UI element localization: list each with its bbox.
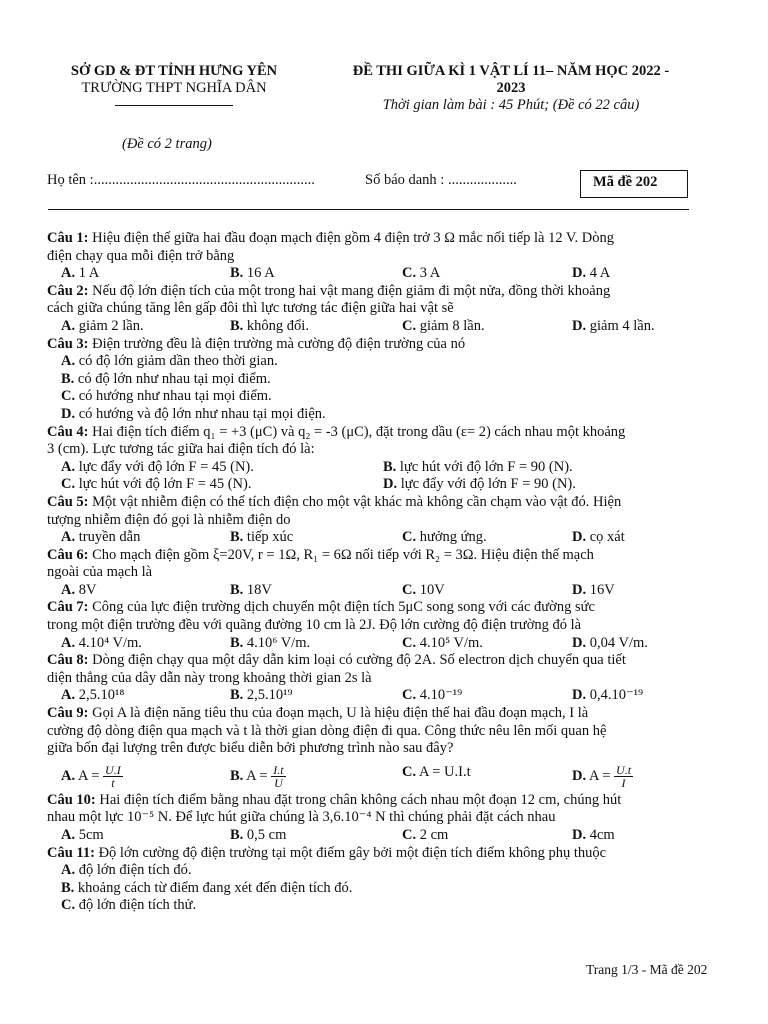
option-letter: A. bbox=[61, 265, 76, 282]
question-text bbox=[47, 248, 695, 266]
question-text bbox=[47, 705, 695, 723]
question-text bbox=[47, 441, 695, 459]
option-letter: C. bbox=[402, 827, 417, 843]
option-letter: D. bbox=[572, 317, 587, 334]
option-text: có độ lớn giảm dần theo thời gian. bbox=[78, 353, 278, 370]
question-line: Công của lực điện trường dịch chuyển một điện tích 5μC song song với các đường sức bbox=[92, 599, 595, 616]
option bbox=[572, 318, 655, 336]
option-letter: C. bbox=[402, 529, 417, 546]
option-letter: D. bbox=[61, 405, 76, 422]
question-number: Câu 10: bbox=[47, 791, 96, 808]
formula-fraction bbox=[271, 764, 285, 789]
fraction-numerator: U.I bbox=[105, 762, 121, 777]
question-number: Câu 6: bbox=[47, 546, 89, 563]
option-letter: C. bbox=[402, 265, 417, 282]
options-row bbox=[47, 459, 695, 477]
option-letter: B. bbox=[230, 634, 244, 651]
exam-code-box: Mã đề 202 bbox=[580, 170, 688, 198]
option bbox=[230, 827, 286, 845]
question-line: 3 (cm). Lực tương tác giữa hai điện tích đó là: bbox=[47, 441, 315, 458]
option-letter: B. bbox=[230, 767, 244, 784]
fraction-denominator: t bbox=[111, 775, 115, 790]
option bbox=[61, 318, 144, 336]
option-text: giảm 2 lần. bbox=[78, 317, 144, 334]
fraction-denominator: I bbox=[621, 775, 626, 790]
option-text: lực đẩy với độ lớn F = 90 (N). bbox=[400, 476, 576, 493]
option-letter: A. bbox=[61, 581, 76, 598]
option-text: 1 A bbox=[78, 265, 100, 282]
option-letter: A. bbox=[61, 827, 76, 843]
question-line: tượng nhiễm điện đó gọi là nhiễm điện do bbox=[47, 511, 291, 528]
option bbox=[572, 529, 625, 547]
option-text: 5cm bbox=[78, 827, 104, 843]
question-number: Câu 2: bbox=[47, 282, 89, 299]
question-line: nhau một lực 10⁻⁵ N. Để lực hút giữa chúng là 3,6.10⁻⁴ N thì chúng phải đặt cách nhau bbox=[47, 809, 556, 826]
option-letter: B. bbox=[230, 317, 244, 334]
option-text: A = U.I.t bbox=[418, 763, 471, 780]
question-text bbox=[47, 599, 695, 617]
option bbox=[402, 635, 483, 653]
option-letter: B. bbox=[230, 265, 244, 282]
question-line: Cho mạch điện gồm ξ=20V, r = 1Ω, R₁ = 6Ω nối tiếp với R₂ = 3Ω. Hiệu điện thế mạch bbox=[92, 546, 594, 563]
question-text bbox=[47, 230, 695, 248]
option bbox=[47, 880, 695, 898]
option bbox=[383, 476, 576, 494]
fraction-denominator: U bbox=[274, 775, 283, 790]
option bbox=[402, 827, 448, 845]
option bbox=[61, 459, 254, 477]
option-letter: C. bbox=[61, 388, 76, 405]
exam-title: ĐỀ THI GIỮA KÌ 1 VẬT LÍ 11– NĂM HỌC 2022 - bbox=[352, 63, 670, 79]
question-text bbox=[47, 336, 695, 354]
option-text: có hướng và độ lớn như nhau tại mọi điện. bbox=[78, 405, 326, 422]
option-text: giảm 4 lần. bbox=[589, 317, 655, 334]
option-letter: B. bbox=[61, 879, 75, 896]
option bbox=[230, 764, 286, 789]
option bbox=[230, 687, 293, 705]
option-letter: D. bbox=[572, 581, 587, 598]
options-row bbox=[47, 529, 695, 547]
option bbox=[402, 687, 462, 705]
question-text bbox=[47, 494, 695, 512]
question-text bbox=[47, 723, 695, 741]
question-line: Một vật nhiễm điện có thể tích điện cho một vật khác mà không cần chạm vào vật đó. Hiện bbox=[92, 493, 622, 510]
question-number: Câu 4: bbox=[47, 423, 89, 440]
question-text bbox=[47, 740, 695, 758]
option-letter: A. bbox=[61, 353, 76, 370]
option-letter: C. bbox=[402, 687, 417, 704]
question-line: cách giữa chúng tăng lên gấp đôi thì lực tương tác điện giữa hai vật sẽ bbox=[47, 300, 454, 317]
option bbox=[230, 529, 293, 547]
option-letter: A. bbox=[61, 687, 76, 704]
question-text bbox=[47, 512, 695, 530]
options-row bbox=[47, 758, 695, 792]
option-letter: A. bbox=[61, 767, 76, 784]
option-text: 4.10⁴ V/m. bbox=[78, 634, 142, 651]
option-letter: B. bbox=[230, 687, 244, 704]
option-text: lực hút với độ lớn F = 45 (N). bbox=[78, 476, 252, 493]
option-text: 10V bbox=[419, 581, 445, 598]
option-text: hưởng ứng. bbox=[419, 529, 487, 546]
option bbox=[61, 827, 104, 845]
option-letter: D. bbox=[572, 529, 587, 546]
option bbox=[61, 476, 251, 494]
question-line: diện thẳng của dây dẫn này trong khoảng thời gian 2s là bbox=[47, 669, 372, 686]
school-name: TRƯỜNG THPT NGHĨA DÂN bbox=[81, 80, 267, 96]
question-text bbox=[47, 652, 695, 670]
option-text: lực đẩy với độ lớn F = 45 (N). bbox=[78, 458, 254, 475]
option-text: cọ xát bbox=[589, 529, 625, 546]
option bbox=[383, 459, 573, 477]
option bbox=[47, 353, 695, 371]
option bbox=[402, 265, 440, 283]
question-number: Câu 5: bbox=[47, 493, 89, 510]
option-letter: D. bbox=[572, 827, 587, 843]
option bbox=[61, 529, 140, 547]
option-text: 4 A bbox=[589, 265, 611, 282]
question-text bbox=[47, 617, 695, 635]
option-letter: A. bbox=[61, 529, 76, 546]
option-text: tiếp xúc bbox=[246, 529, 294, 546]
option-letter: B. bbox=[230, 581, 244, 598]
option-text: có độ lớn như nhau tại mọi điểm. bbox=[77, 370, 271, 387]
option-text: truyền dẫn bbox=[78, 529, 141, 546]
option-letter: C. bbox=[402, 763, 417, 780]
option-text: 4.10⁻¹⁹ bbox=[419, 687, 463, 704]
pages-note: (Đề có 2 trang) bbox=[122, 136, 212, 152]
option-text: 2,5.10¹⁹ bbox=[246, 687, 293, 704]
option bbox=[572, 265, 610, 283]
exam-duration: Thời gian làm bài : 45 Phút; (Đề có 22 câu) bbox=[382, 97, 640, 113]
option bbox=[402, 764, 471, 782]
question-text bbox=[47, 845, 695, 863]
option bbox=[61, 265, 99, 283]
option bbox=[230, 635, 310, 653]
question-line: Điện trường đều là điện trường mà cường độ điện trường của nó bbox=[92, 335, 466, 352]
question-line: Hiệu điện thế giữa hai đầu đoạn mạch điện gồm 4 điện trở 3 Ω mắc nối tiếp là 12 V. Dòng bbox=[92, 230, 615, 246]
question-line: Độ lớn cường độ điện trường tại một điểm gây bởi một điện tích điểm không phụ thuộc bbox=[98, 844, 607, 861]
question-number: Câu 1: bbox=[47, 230, 89, 246]
option bbox=[572, 827, 615, 845]
fraction-numerator: U.t bbox=[616, 762, 632, 777]
option bbox=[230, 265, 275, 283]
option-text: giảm 8 lần. bbox=[419, 317, 485, 334]
option-text: 0,4.10⁻¹⁹ bbox=[589, 687, 644, 704]
name-field: Họ tên :............................................................. bbox=[47, 172, 315, 188]
option-letter: B. bbox=[230, 529, 244, 546]
option bbox=[47, 388, 695, 406]
option-letter: D. bbox=[572, 767, 587, 784]
option-letter: D. bbox=[572, 687, 587, 704]
option-text: 4.10⁶ V/m. bbox=[246, 634, 311, 651]
exam-title-year: 2023 bbox=[496, 80, 526, 96]
option bbox=[572, 635, 648, 653]
option-letter: B. bbox=[230, 827, 244, 843]
option bbox=[230, 582, 272, 600]
option-text: có hướng như nhau tại mọi điểm. bbox=[78, 388, 272, 405]
option-text: độ lớn điện tích thử. bbox=[78, 897, 197, 914]
question-line: Hai điện tích điểm q₁ = +3 (μC) và q₂ = -3 (μC), đặt trong dầu (ε= 2) cách nhau một khoảng bbox=[92, 423, 626, 440]
question-line: điện chạy qua mỗi điện trở bằng bbox=[47, 247, 235, 264]
question-line: Nếu độ lớn điện tích của một trong hai vật mang điện giảm đi một nửa, đồng thời khoảng bbox=[92, 282, 611, 299]
option bbox=[572, 764, 633, 789]
options-row bbox=[47, 476, 695, 494]
question-number: Câu 8: bbox=[47, 652, 89, 669]
question-line: Dòng điện chạy qua một dây dẫn kim loại có cường độ 2A. Số electron dịch chuyển qua tiết bbox=[92, 652, 626, 669]
option-text: A = bbox=[77, 767, 100, 784]
question-line: Hai điện tích điểm bằng nhau đặt trong chân không cách nhau một đoạn 12 cm, chúng hút bbox=[99, 791, 622, 808]
option-text: 0,5 cm bbox=[246, 827, 287, 843]
question-text bbox=[47, 809, 695, 827]
option-text: 4cm bbox=[589, 827, 615, 843]
option bbox=[402, 529, 487, 547]
option-text: độ lớn điện tích đó. bbox=[78, 862, 192, 879]
option-letter: B. bbox=[61, 370, 75, 387]
option-letter: A. bbox=[61, 634, 76, 651]
header-left bbox=[50, 63, 298, 106]
separator-line bbox=[48, 209, 689, 210]
options-row bbox=[47, 635, 695, 653]
option bbox=[47, 406, 695, 424]
question-line: trong một điện trường đều với quãng đường 10 cm là 2J. Độ lớn cường độ điện trường đó là bbox=[47, 617, 582, 634]
fraction-numerator: I.t bbox=[273, 762, 284, 777]
option-text: A = bbox=[588, 767, 611, 784]
option-letter: C. bbox=[402, 581, 417, 598]
option bbox=[47, 862, 695, 880]
student-id-field: Số báo danh : ................... bbox=[365, 172, 517, 188]
question-line: cường độ dòng điện qua mạch và t là thời gian dòng điện đi qua. Công thức nêu lên mối quan hệ bbox=[47, 722, 607, 739]
question-number: Câu 7: bbox=[47, 599, 89, 616]
option bbox=[61, 635, 142, 653]
question-text bbox=[47, 424, 695, 442]
option-text: 2 cm bbox=[419, 827, 449, 843]
question-text bbox=[47, 792, 695, 810]
question-text bbox=[47, 300, 695, 318]
formula-fraction bbox=[614, 764, 633, 789]
option bbox=[47, 371, 695, 389]
question-number: Câu 3: bbox=[47, 335, 89, 352]
option-letter: D. bbox=[572, 265, 587, 282]
option-letter: A. bbox=[61, 317, 76, 334]
header-right bbox=[315, 63, 707, 114]
department-name: SỞ GD & ĐT TỈNH HƯNG YÊN bbox=[70, 63, 278, 79]
options-row bbox=[47, 827, 695, 845]
option-letter: C. bbox=[61, 897, 76, 914]
option-letter: B. bbox=[383, 458, 397, 475]
option bbox=[402, 582, 445, 600]
option-text: 18V bbox=[246, 581, 272, 598]
options-row bbox=[47, 265, 695, 283]
option bbox=[61, 582, 96, 600]
question-text bbox=[47, 547, 695, 565]
option-text: 4.10⁵ V/m. bbox=[419, 634, 483, 651]
option bbox=[47, 897, 695, 915]
question-text bbox=[47, 564, 695, 582]
option-letter: C. bbox=[61, 476, 76, 493]
option-text: 16 A bbox=[246, 265, 275, 282]
question-text bbox=[47, 283, 695, 301]
question-line: Gọi A là điện năng tiêu thu của đoạn mạch, U là hiệu điện thế hai đầu đoạn mạch, I là bbox=[92, 705, 589, 722]
option bbox=[402, 318, 485, 336]
option bbox=[230, 318, 309, 336]
option bbox=[572, 582, 615, 600]
question-line: ngoài của mạch là bbox=[47, 564, 153, 581]
header-underline bbox=[115, 105, 233, 106]
question-number: Câu 11: bbox=[47, 844, 95, 861]
option bbox=[61, 764, 123, 789]
option-text: 16V bbox=[589, 581, 615, 598]
page-footer: Trang 1/3 - Mã đề 202 bbox=[586, 962, 708, 977]
option-text: 8V bbox=[78, 581, 97, 598]
options-row bbox=[47, 582, 695, 600]
option-text: A = bbox=[246, 767, 268, 784]
option-letter: D. bbox=[572, 634, 587, 651]
option-letter: A. bbox=[61, 458, 76, 475]
option-text: không đổi. bbox=[246, 317, 309, 334]
option-letter: A. bbox=[61, 862, 76, 879]
question-number: Câu 9: bbox=[47, 705, 89, 722]
options-row bbox=[47, 318, 695, 336]
option-letter: C. bbox=[402, 317, 417, 334]
options-row bbox=[47, 687, 695, 705]
option-text: 0,04 V/m. bbox=[589, 634, 648, 651]
option bbox=[61, 687, 124, 705]
option-text: 2,5.10¹⁸ bbox=[78, 687, 125, 704]
question-text bbox=[47, 670, 695, 688]
question-line: giữa bốn đại lượng trên được biểu diễn bởi phương trình nào sau đây? bbox=[47, 740, 454, 757]
option-text: 3 A bbox=[419, 265, 441, 282]
option-letter: D. bbox=[383, 476, 398, 493]
option-text: lực hút với độ lớn F = 90 (N). bbox=[399, 458, 573, 475]
question-list bbox=[47, 230, 695, 915]
option-letter: C. bbox=[402, 634, 417, 651]
option bbox=[572, 687, 643, 705]
formula-fraction bbox=[103, 764, 123, 789]
option-text: khoảng cách từ điểm đang xét đến điện tích đó. bbox=[77, 879, 353, 896]
